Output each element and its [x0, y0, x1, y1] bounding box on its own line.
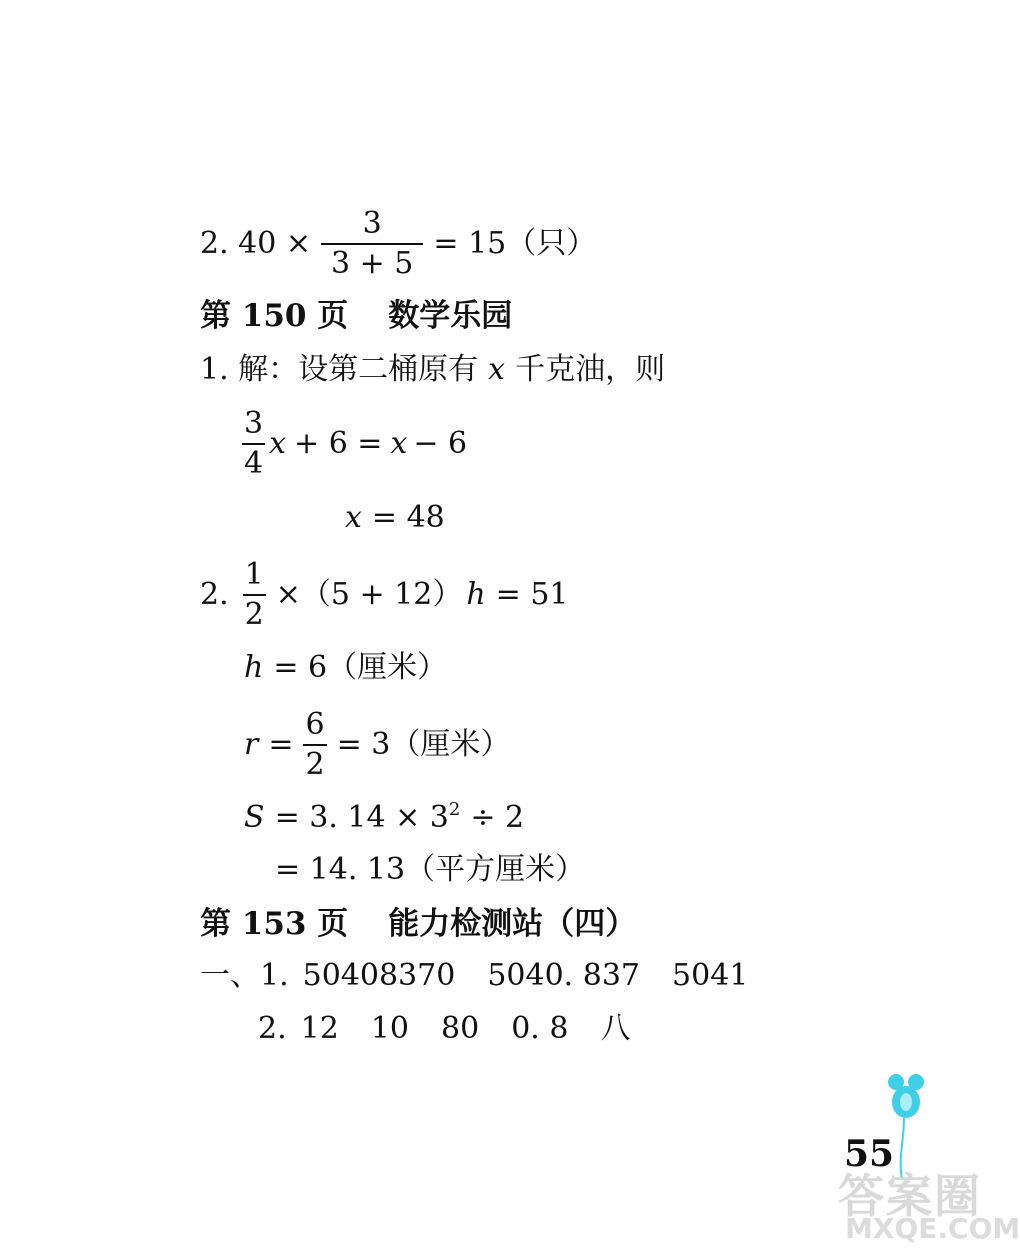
equation-tail: ÷ 2	[470, 800, 525, 835]
setup-lead: 1. 解：设第二桶原有	[200, 352, 479, 387]
equation-1	[242, 405, 467, 483]
exponent: 2	[448, 799, 461, 820]
section-heading-153	[200, 906, 636, 942]
answer-section-1-item-1	[200, 958, 748, 994]
variable-s: S	[244, 800, 265, 835]
equation-result: = 14. 13（平方厘米）	[275, 852, 586, 887]
equation-tail: − 6	[413, 426, 468, 461]
fraction-numerator: 1	[244, 557, 264, 592]
item-label: 2.	[258, 1011, 287, 1046]
equation-tail: = 6（厘米）	[273, 650, 448, 685]
expression-prefix: 2. 40 ×	[200, 226, 312, 261]
answer-value: 12	[300, 1011, 339, 1046]
answer-value: 50408370	[302, 958, 456, 993]
equation-5	[244, 800, 524, 836]
problem-number: 2.	[200, 577, 229, 612]
watermark-brand: 答案圈	[838, 1169, 982, 1223]
fraction-numerator: 3	[244, 406, 264, 441]
answer-value: 10	[370, 1011, 409, 1046]
heading-title: 能力检测站（四）	[388, 906, 637, 942]
fraction-denominator: 2	[305, 747, 325, 782]
equation-2	[345, 500, 445, 536]
problem-2-equation	[200, 556, 569, 634]
heading-page: 第 153 页	[200, 906, 349, 942]
problem-1-setup	[200, 352, 665, 388]
fraction-denominator: 2	[244, 597, 264, 632]
equation-4	[244, 706, 510, 784]
setup-tail: 千克油，则	[515, 352, 666, 387]
equation-middle: = 3. 14 × 3	[274, 800, 449, 835]
watermark-url: MXQE.COM	[845, 1212, 1020, 1245]
equation-tail: = 3（厘米）	[336, 727, 511, 762]
answer-value: 5040. 837	[487, 958, 641, 993]
fraction	[242, 405, 265, 483]
equation-middle: ×（5 + 12）	[275, 577, 463, 612]
answer-value: 0. 8	[511, 1011, 569, 1046]
variable-x: x	[488, 352, 506, 387]
heading-title: 数学乐园	[388, 298, 513, 334]
fraction-denominator: 4	[244, 446, 264, 481]
equation-6	[275, 852, 585, 888]
fraction	[321, 205, 423, 283]
fraction	[303, 706, 326, 784]
page-number: 55	[844, 1133, 895, 1175]
equation-middle: + 6 =	[294, 426, 383, 461]
section-heading-150	[200, 298, 512, 334]
variable-h: h	[244, 650, 264, 685]
variable-x: x	[390, 426, 408, 461]
answer-value: 八	[600, 1011, 631, 1046]
answer-value: 5041	[672, 958, 749, 993]
answer-value: 80	[441, 1011, 480, 1046]
expression-result: = 15（只）	[433, 226, 597, 261]
answer-line-2	[200, 205, 596, 283]
variable-x: x	[269, 426, 287, 461]
heading-page: 第 150 页	[200, 298, 349, 334]
fraction-denominator: 3 + 5	[331, 246, 414, 281]
answer-section-1-item-2	[258, 1011, 630, 1047]
equation-3	[244, 650, 447, 686]
fraction-numerator: 3	[362, 206, 382, 241]
item-label: 一、1.	[200, 958, 289, 993]
variable-r: r	[244, 727, 259, 762]
equation-tail: = 48	[371, 500, 445, 535]
variable-x: x	[345, 500, 362, 535]
fraction	[243, 556, 266, 634]
equation-tail: = 51	[495, 577, 569, 612]
fraction-numerator: 6	[305, 707, 325, 742]
equals-sign: =	[268, 727, 294, 762]
variable-h: h	[466, 577, 486, 612]
